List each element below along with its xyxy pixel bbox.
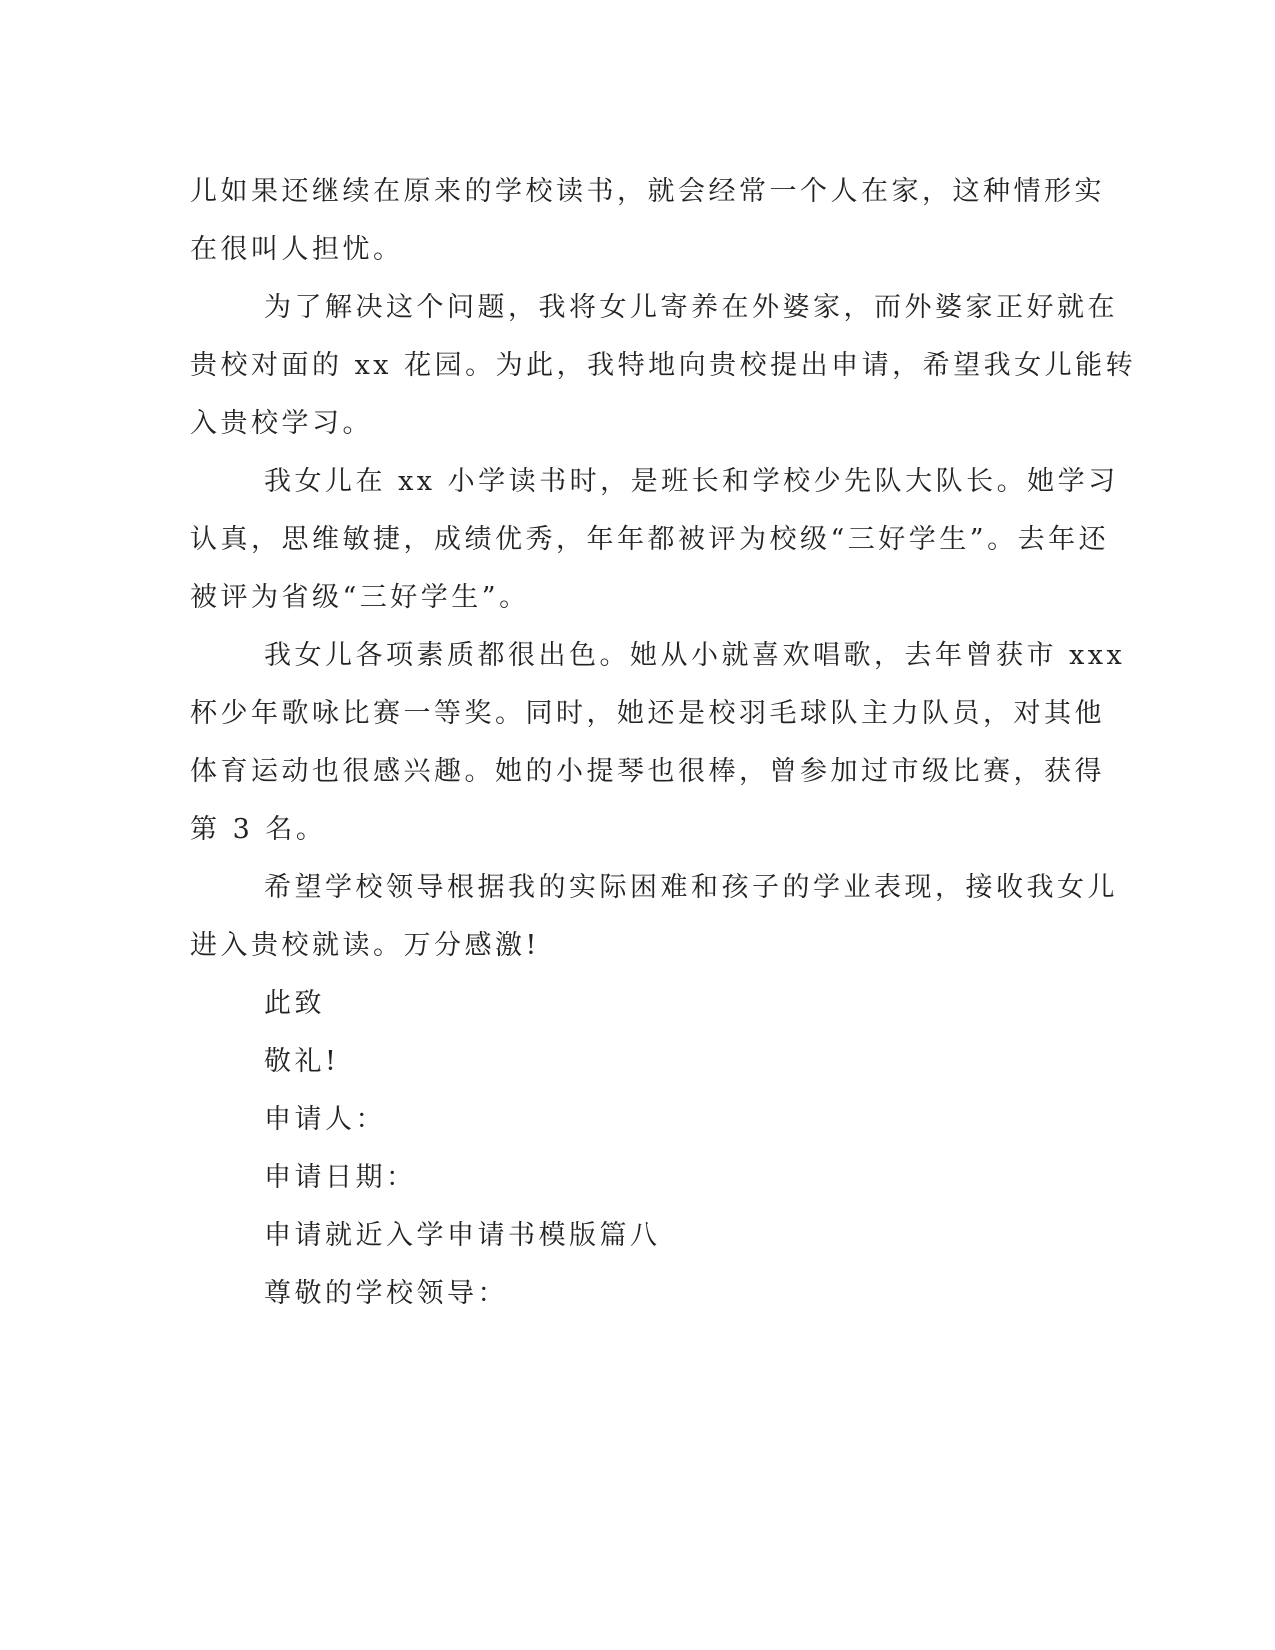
body-text-line: 体育运动也很感兴趣。她的小提琴也很棒，曾参加过市级比赛，获得: [190, 756, 1105, 787]
body-text-line: 被评为省级“三好学生”。: [190, 582, 530, 613]
body-text-line: 认真，思维敏捷，成绩优秀，年年都被评为校级“三好学生”。去年还: [190, 524, 1110, 555]
greeting-line: 尊敬的学校领导：: [264, 1278, 508, 1309]
applicant-label: 申请人：: [264, 1104, 386, 1135]
body-text-line: 第 3 名。: [190, 814, 327, 845]
application-date-label: 申请日期：: [264, 1162, 417, 1193]
section-heading: 申请就近入学申请书模版篇八: [264, 1220, 661, 1251]
body-text-line: 杯少年歌咏比赛一等奖。同时，她还是校羽毛球队主力队员，对其他: [190, 698, 1105, 729]
body-text-line: 进入贵校就读。万分感激!: [190, 930, 540, 961]
paragraph-first-line: 为了解决这个问题，我将女儿寄养在外婆家，而外婆家正好就在: [264, 292, 1118, 323]
paragraph-first-line: 我女儿各项素质都很出色。她从小就喜欢唱歌，去年曾获市 xxx: [264, 640, 1126, 671]
body-text-line: 入贵校学习。: [190, 408, 373, 439]
body-text-line: 贵校对面的 xx 花园。为此，我特地向贵校提出申请，希望我女儿能转: [190, 350, 1137, 381]
body-text-line: 在很叫人担忧。: [190, 234, 404, 265]
paragraph-first-line: 我女儿在 xx 小学读书时，是班长和学校少先队大队长。她学习: [264, 466, 1119, 497]
body-text-line: 儿如果还继续在原来的学校读书，就会经常一个人在家，这种情形实: [190, 176, 1105, 207]
closing-salutation: 此致: [264, 988, 325, 1019]
closing-regards: 敬礼!: [264, 1046, 340, 1077]
paragraph-first-line: 希望学校领导根据我的实际困难和孩子的学业表现，接收我女儿: [264, 872, 1118, 903]
